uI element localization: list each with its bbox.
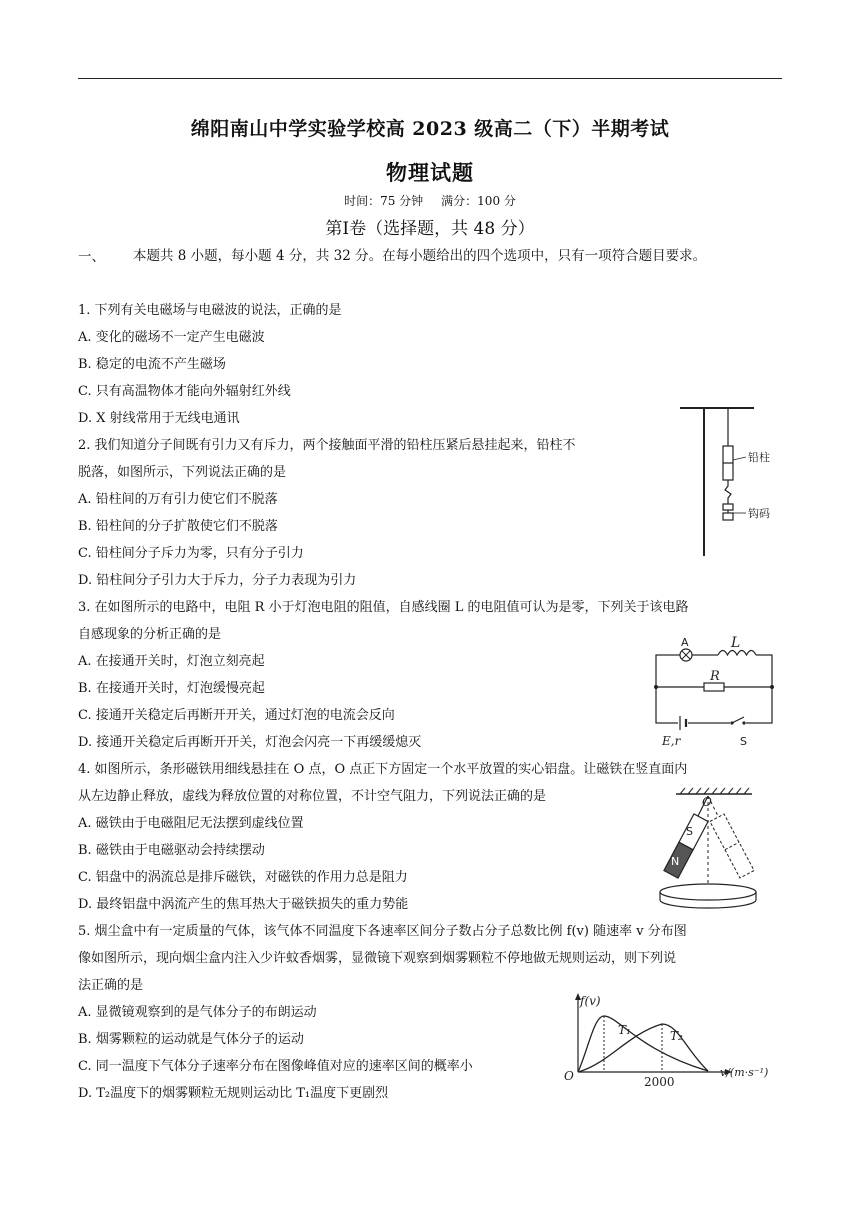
figure-label-source: E,r (662, 734, 681, 748)
figure-label-resistor: R (710, 669, 720, 684)
question-3-option-a: A. 在接通开关时，灯泡立刻亮起 (78, 654, 265, 669)
question-1-option-b: B. 稳定的电流不产生磁场 (78, 357, 226, 372)
question-2-option-b: B. 铅柱间的分子扩散使它们不脱落 (78, 519, 278, 534)
question-3-stem-line-1: 3. 在如图所示的电路中，电阻 R 小于灯泡电阻的阻值，自感线圈 L 的电阻值可认为是零，下列关于该电路 (78, 600, 689, 615)
part-number: 一、 (78, 249, 105, 265)
figure-label-south: S (686, 825, 693, 838)
question-5-stem-line-3: 法正确的是 (78, 978, 144, 993)
question-5-option-a: A. 显微镜观察到的是气体分子的布朗运动 (78, 1005, 317, 1020)
part-instruction: 本题共 8 小题，每小题 4 分，共 32 分。在每小题给出的四个选项中，只有一项符合题目要求。 (133, 248, 707, 264)
figure-label-fv: f(v) (580, 994, 601, 1008)
exam-time: 时间：75 分钟 (344, 194, 424, 208)
exam-score: 满分：100 分 (441, 194, 516, 208)
question-1-option-a: A. 变化的磁场不一定产生电磁波 (78, 330, 265, 345)
question-2-option-a: A. 铅柱间的万有引力使它们不脱落 (78, 492, 278, 507)
figure-speed-distribution (558, 990, 784, 1090)
question-4-stem-line-1: 4. 如图所示，条形磁铁用细线悬挂在 O 点，O 点正下方固定一个水平放置的实心铝盘。让磁铁在竖直面内 (78, 762, 688, 777)
question-4-option-a: A. 磁铁由于电磁阻尼无法摆到虚线位置 (78, 816, 304, 831)
figure-label-cylinder: 铅柱 (748, 451, 770, 464)
subject-title: 物理试题 (386, 160, 474, 185)
figure-label-t1: T₁ (618, 1023, 631, 1037)
figure-label-origin: O (564, 1069, 574, 1083)
question-1-stem: 1. 下列有关电磁场与电磁波的说法，正确的是 (78, 303, 342, 318)
question-5-option-b: B. 烟雾颗粒的运动就是气体分子的运动 (78, 1032, 304, 1047)
question-2-stem-line-2: 脱落，如图所示，下列说法正确的是 (78, 465, 287, 480)
question-5-option-d: D. T₂温度下的烟雾颗粒无规则运动比 T₁温度下更剧烈 (78, 1086, 389, 1101)
question-2-stem-line-1: 2. 我们知道分子间既有引力又有斥力，两个接触面平滑的铅柱压紧后悬挂起来，铅柱不 (78, 438, 576, 453)
question-2-option-c: C. 铅柱间分子斥力为零，只有分子引力 (78, 546, 304, 561)
question-4-stem-line-2: 从左边静止释放，虚线为释放位置的对称位置，不计空气阻力，下列说法正确的是 (78, 789, 547, 804)
question-4-option-b: B. 磁铁由于电磁驱动会持续摆动 (78, 843, 265, 858)
figure-label-north: N (671, 855, 680, 868)
question-3-option-d: D. 接通开关稳定后再断开开关，灯泡会闪亮一下再缓缓熄灭 (78, 735, 422, 750)
question-4-option-c: C. 铝盘中的涡流总是排斥磁铁，对磁铁的作用力总是阻力 (78, 870, 408, 885)
question-5-stem-line-1: 5. 烟尘盒中有一定质量的气体，该气体不同温度下各速率区间分子数占分子总数比例 f(v) 随速率 v 分布图 (78, 924, 687, 939)
figure-label-t2: T₂ (670, 1029, 683, 1043)
exam-info (0, 192, 860, 209)
figure-label-tick-2000: 2000 (644, 1075, 675, 1089)
figure-lead-cylinders (676, 400, 786, 560)
question-4-option-d: D. 最终铝盘中涡流产生的焦耳热大于磁铁损失的重力势能 (78, 897, 409, 912)
section-title: 第Ⅰ卷（选择题，共 48 分） (325, 219, 535, 239)
question-2-option-d: D. 铅柱间分子引力大于斥力，分子力表现为引力 (78, 573, 357, 588)
exam-title: 绵阳南山中学实验学校高 2023 级高二（下）半期考试 (190, 118, 670, 140)
question-1-option-c: C. 只有高温物体才能向外辐射红外线 (78, 384, 291, 399)
figure-label-switch: S (740, 735, 747, 748)
question-5-stem-line-2: 像如图所示，现向烟尘盒内注入少许蚊香烟雾，显微镜下观察到烟雾颗粒不停地做无规则运动，则下列说 (78, 951, 677, 966)
figure-label-x-axis: v/(m·s⁻¹) (720, 1066, 769, 1079)
figure-label-pivot: O (702, 795, 712, 809)
question-3-option-b: B. 在接通开关时，灯泡缓慢亮起 (78, 681, 265, 696)
figure-label-weight: 钩码 (748, 507, 770, 520)
figure-label-coil: L (731, 635, 741, 651)
figure-circuit (648, 632, 780, 752)
question-1-option-d: D. X 射线常用于无线电通讯 (78, 411, 240, 426)
question-3-stem-line-2: 自感现象的分析正确的是 (78, 627, 222, 642)
figure-magnet-pendulum (640, 784, 782, 914)
header-rule (78, 78, 782, 79)
question-3-option-c: C. 接通开关稳定后再断开开关，通过灯泡的电流会反向 (78, 708, 395, 723)
figure-label-lamp: A (681, 636, 689, 649)
question-5-option-c: C. 同一温度下气体分子速率分布在图像峰值对应的速率区间的概率小 (78, 1059, 473, 1074)
